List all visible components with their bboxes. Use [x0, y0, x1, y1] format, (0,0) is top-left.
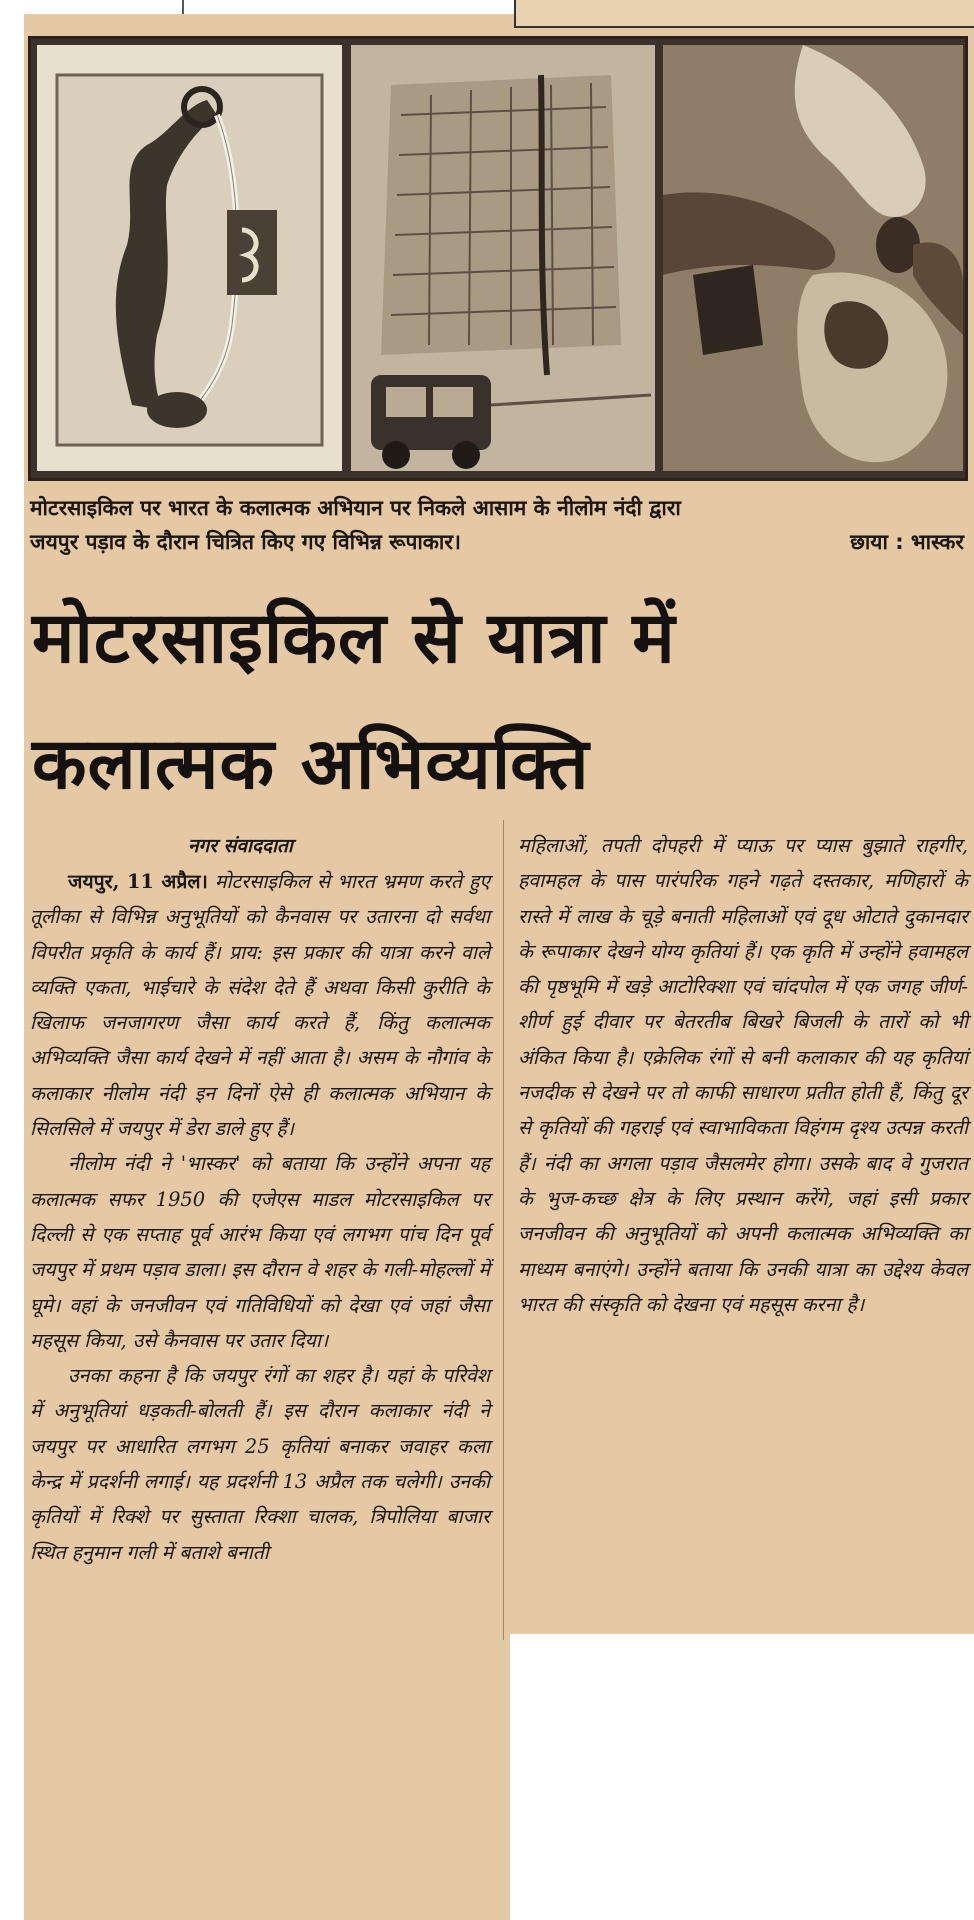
- dateline: जयपुर, 11 अप्रैल।: [68, 870, 208, 893]
- photo-caption-line-1: मोटरसाइकिल पर भारत के कलात्मक अभियान पर निकले आसाम के नीलोम नंदी द्वारा: [30, 496, 681, 520]
- photo-credit: छाया : भास्कर: [850, 530, 964, 554]
- byline: नगर संवाददाता: [188, 835, 293, 857]
- article-paragraph-1: [30, 864, 490, 1146]
- article-paragraph-2: नीलोम नंदी ने 'भास्कर' को बताया कि उन्होंने अपना यह कलात्मक सफर 1950 की एजेएस माडल मोटरसाइकिल पर दिल्ली से एक सप्ताह पूर्व आरंभ किया एवं लगभग पांच दिन पूर्व जयपुर में प्रथम पड़ाव डाला। इस दौरान वे शहर के गली-मोहल्लों में घूमे। वहां के जनजीवन एवं गतिविधियों को देखा एवं जहां जैसा महसूस किया, उसे कैनवास पर उतार दिया।: [30, 1152, 490, 1352]
- previous-article-border: [514, 0, 974, 28]
- article-column-right: [518, 828, 968, 1322]
- photo-painting-hawa-mahal: [351, 45, 655, 471]
- article-column-left: [30, 864, 490, 1570]
- article-paragraph-3-continued: महिलाओं, तपती दोपहरी में प्याऊ पर प्यास बुझाते राहगीर, हवामहल के पास पारंपरिक गहने गढ़ते दस्तकार, मणिहारों के रास्ते में लाख के चूड़े बनाती महिलाओं एवं दूध ओटाते दुकानदार के रूपाकार देखने योग्य कृतियां हैं। एक कृति में उन्होंने हवामहल की पृष्ठभूमि में खड़े आटोरिक्शा एवं चांदपोल में एक जगह जीर्ण-शीर्ण हुई दीवार पर बेतरतीब बिखरे बिजली के तारों को भी अंकित किया है। एक्रेलिक रंगों से बनी कलाकार की यह कृतियां नजदीक से देखने पर तो काफी साधारण प्रतीत होती हैं, किंतु दूर से कृतियों की गहराई एवं स्वाभाविकता विहंगम दृश्य उत्पन्न करती हैं। नंदी का अगला पड़ाव जैसलमेर होगा। उसके बाद वे गुजरात के भुज-कच्छ क्षेत्र के लिए प्रस्थान करेंगे, जहां इसी प्रकार जनजीवन की अनुभूतियों को अपनी कलात्मक अभिव्यक्ति का माध्यम बनाएंगे। उन्होंने बताया कि उनकी यात्रा का उद्देश्य केवल भारत की संस्कृति को देखना एवं महसूस करना है।: [518, 834, 968, 1316]
- article-paragraph-3: उनका कहना है कि जयपुर रंगों का शहर है। यहां के परिवेश में अनुभूतियां धड़कती-बोलती हैं। इस दौरान कलाकार नंदी ने जयपुर पर आधारित लगभग 25 कृतियां बनाकर जवाहर कला केन्द्र में प्रदर्शनी लगाई। यह प्रदर्शनी 13 अप्रैल तक चलेगी। उनकी कृतियों में रिक्शे पर सुस्ताता रिक्शा चालक, त्रिपोलिया बाजार स्थित हनुमान गली में बताशे बनाती: [30, 1364, 490, 1564]
- paper-bottom: [24, 1634, 510, 1920]
- column-divider: [503, 820, 504, 1640]
- paragraph-1-text: मोटरसाइकिल से भारत भ्रमण करते हुए तूलीका से विभिन्न अनुभूतियों को कैनवास पर उतारना दो सर्वथा विपरीत प्रकृति के कार्य हैं। प्राय: इस प्रकार की यात्रा करने वाले व्यक्ति एकता, भाईचारे के संदेश देते हैं अथवा किसी कुरीति के खिलाफ जनजागरण जैसा कार्य करते हैं, किंतु कलात्मक अभिव्यक्ति जैसा कार्य देखने में नहीं आता है। असम के नौगांव के कलाकार नीलोम नंदी इन दिनों ऐसे ही कलात्मक अभियान के सिलसिले में जयपुर में डेरा डाले हुए हैं।: [30, 870, 490, 1141]
- photo-caption-line-2: जयपुर पड़ाव के दौरान चित्रित किए गए विभिन्न रूपाकार।: [30, 530, 461, 554]
- clipping-mark: [182, 0, 184, 14]
- headline-line-2: कलात्मक अभिव्यक्ति: [32, 722, 590, 805]
- photo-painting-artisans: [663, 45, 963, 471]
- photo-painting-water-seller: [37, 45, 342, 471]
- headline-line-1: मोटरसाइकिल से यात्रा में: [32, 596, 676, 679]
- photo-strip: [28, 36, 968, 481]
